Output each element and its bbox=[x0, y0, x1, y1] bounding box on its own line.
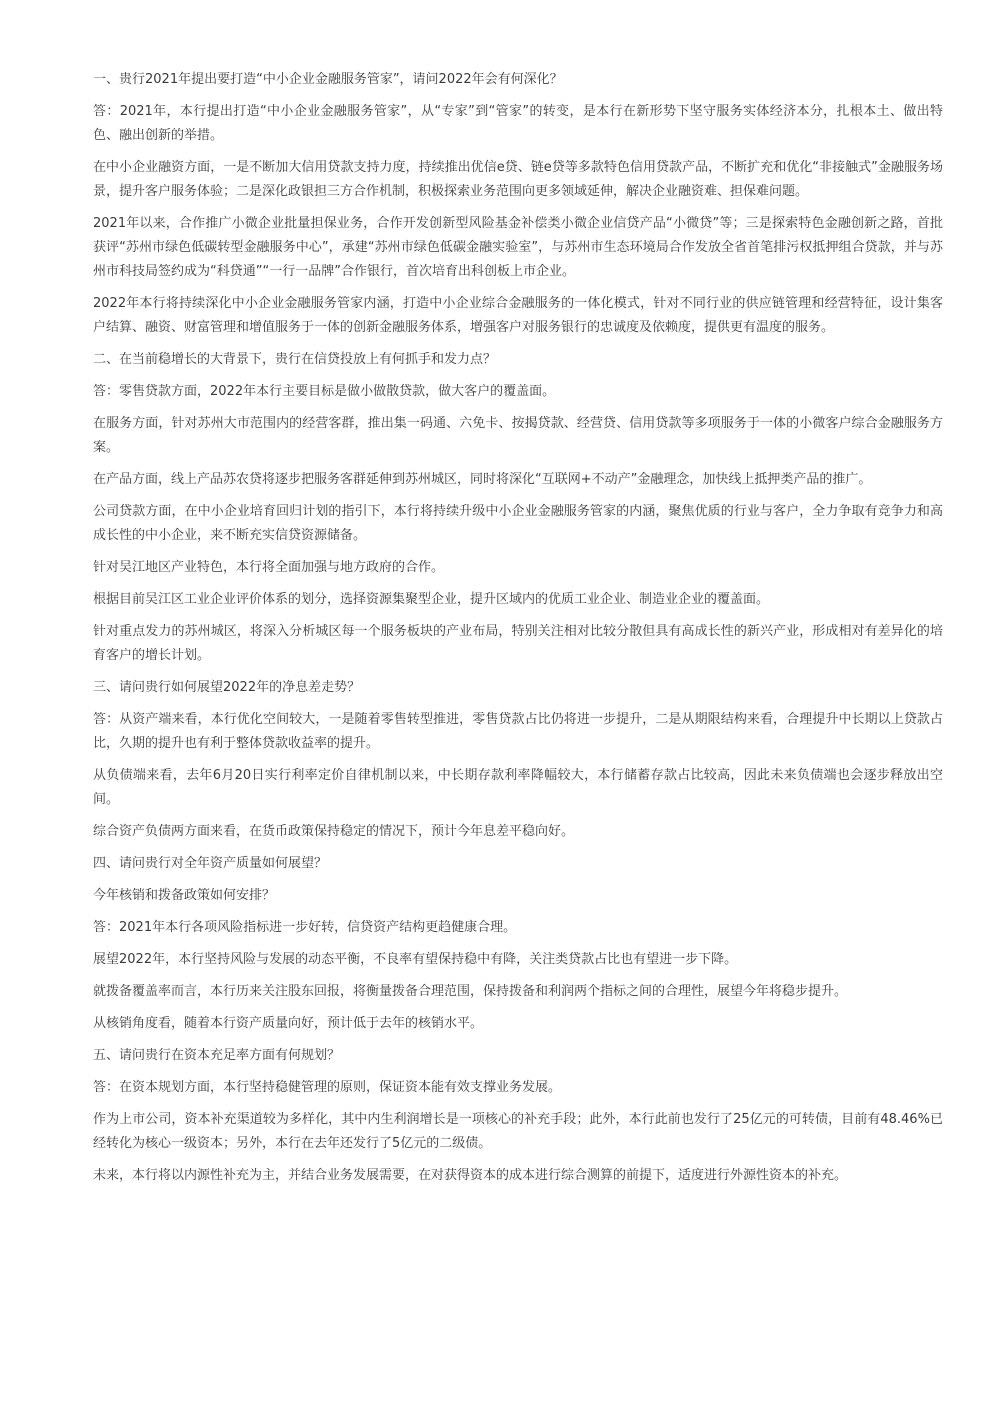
answer-2-para-5: 针对吴江地区产业特色，本行将全面加强与地方政府的合作。 bbox=[93, 560, 445, 575]
answer-5-para-3: 未来，本行将以内源性补充为主，并结合业务发展需要，在对获得资本的成本进行综合测算的前提下，适度进行外源性资本的补充。 bbox=[93, 1168, 848, 1183]
answer-2-para-1: 答：零售贷款方面，2022年本行主要目标是做小做散贷款，做大客户的覆盖面。 bbox=[93, 384, 556, 399]
answer-4-para-3: 就拨备覆盖率而言，本行历来关注股东回报，将衡量拨备合理范围，保持拨备和利润两个指标之间的合理性，展望今年将稳步提升。 bbox=[93, 984, 848, 999]
answer-1-para-4: 2022年本行将持续深化中小企业金融服务管家内涵，打造中小企业综合金融服务的一体化模式，针对不同行业的供应链管理和经营特征，设计集客户结算、融资、财富管理和增值服务于一体的创新金融服务体系，增强客户对服务银行的忠诚度及依赖度，提供更有温度的服务。 bbox=[93, 296, 943, 335]
answer-2-para-7: 针对重点发力的苏州城区，将深入分析城区每一个服务板块的产业布局，特别关注相对比较分散但具有高成长性的新兴产业，形成相对有差异化的培育客户的增长计划。 bbox=[93, 624, 943, 663]
answer-4-para-2: 展望2022年，本行坚持风险与发展的动态平衡，不良率有望保持稳中有降，关注类贷款占比也有望进一步下降。 bbox=[93, 952, 738, 967]
answer-1-para-3: 2021年以来，合作推广小微企业批量担保业务，合作开发创新型风险基金补偿类小微企业信贷产品“小微贷”等；三是探索特色金融创新之路，首批获评“苏州市绿色低碳转型金融服务中心”，承建“苏州市绿色低碳金融实验室”，与苏州市生态环境局合作发放全省首笔排污权抵押组合贷款，并与苏州市科技局签约成为“科贷通”“一行一品牌”合作银行，首次培育出科创板上市企业。 bbox=[93, 216, 943, 279]
answer-2-para-6: 根据目前吴江区工业企业评价体系的划分，选择资源集聚型企业，提升区域内的优质工业企业、制造业企业的覆盖面。 bbox=[93, 592, 770, 607]
answer-2-para-3: 在产品方面，线上产品苏农贷将逐步把服务客群延伸到苏州城区，同时将深化“互联网+不动产”金融理念，加快线上抵押类产品的推广。 bbox=[93, 472, 872, 487]
question-4: 四、请问贵行对全年资产质量如何展望？ bbox=[93, 856, 328, 871]
answer-3-para-2: 从负债端来看，去年6月20日实行利率定价自律机制以来，中长期存款利率降幅较大，本行储蓄存款占比较高，因此未来负债端也会逐步释放出空间。 bbox=[93, 768, 943, 807]
answer-5-para-1: 答：在资本规划方面，本行坚持稳健管理的原则，保证资本能有效支撑业务发展。 bbox=[93, 1080, 562, 1095]
answer-1-para-2: 在中小企业融资方面，一是不断加大信用贷款支持力度，持续推出优信e贷、链e贷等多款特色信用贷款产品，不断扩充和优化“非接触式”金融服务场景，提升客户服务体验；二是深化政银担三方合作机制，积极探索业务范围向更多领域延伸，解决企业融资难、担保难问题。 bbox=[93, 160, 943, 199]
answer-3-para-1: 答：从资产端来看，本行优化空间较大，一是随着零售转型推进，零售贷款占比仍将进一步提升，二是从期限结构来看，合理提升中长期以上贷款占比，久期的提升也有利于整体贷款收益率的提升。 bbox=[93, 712, 943, 751]
document-body bbox=[93, 68, 943, 1196]
question-5: 五、请问贵行在资本充足率方面有何规划？ bbox=[93, 1048, 341, 1063]
question-2: 二、在当前稳增长的大背景下，贵行在信贷投放上有何抓手和发力点？ bbox=[93, 352, 497, 367]
answer-2-para-2: 在服务方面，针对苏州大市范围内的经营客群，推出集一码通、六免卡、按揭贷款、经营贷、信用贷款等多项服务于一体的小微客户综合金融服务方案。 bbox=[93, 416, 943, 455]
answer-4-para-4: 从核销角度看，随着本行资产质量向好，预计低于去年的核销水平。 bbox=[93, 1016, 484, 1031]
question-4-sub: 今年核销和拨备政策如何安排？ bbox=[93, 888, 276, 903]
answer-4-para-1: 答：2021年本行各项风险指标进一步好转，信贷资产结构更趋健康合理。 bbox=[93, 920, 517, 935]
answer-1-para-1: 答：2021年，本行提出打造“中小企业金融服务管家”，从“专家”到“管家”的转变，是本行在新形势下坚守服务实体经济本分，扎根本土、做出特色、融出创新的举措。 bbox=[93, 104, 943, 143]
answer-3-para-3: 综合资产负债两方面来看，在货币政策保持稳定的情况下，预计今年息差平稳向好。 bbox=[93, 824, 575, 839]
question-3: 三、请问贵行如何展望2022年的净息差走势？ bbox=[93, 680, 361, 695]
question-1: 一、贵行2021年提出要打造“中小企业金融服务管家”，请问2022年会有何深化？ bbox=[93, 72, 563, 87]
answer-5-para-2: 作为上市公司，资本补充渠道较为多样化，其中内生利润增长是一项核心的补充手段；此外，本行此前也发行了25亿元的可转债，目前有48.46%已经转化为核心一级资本；另外，本行在去年还发行了5亿元的二级债。 bbox=[93, 1112, 943, 1151]
answer-2-para-4: 公司贷款方面，在中小企业培育回归计划的指引下，本行将持续升级中小企业金融服务管家的内涵，聚焦优质的行业与客户，全力争取有竞争力和高成长性的中小企业，来不断充实信贷资源储备。 bbox=[93, 504, 943, 543]
